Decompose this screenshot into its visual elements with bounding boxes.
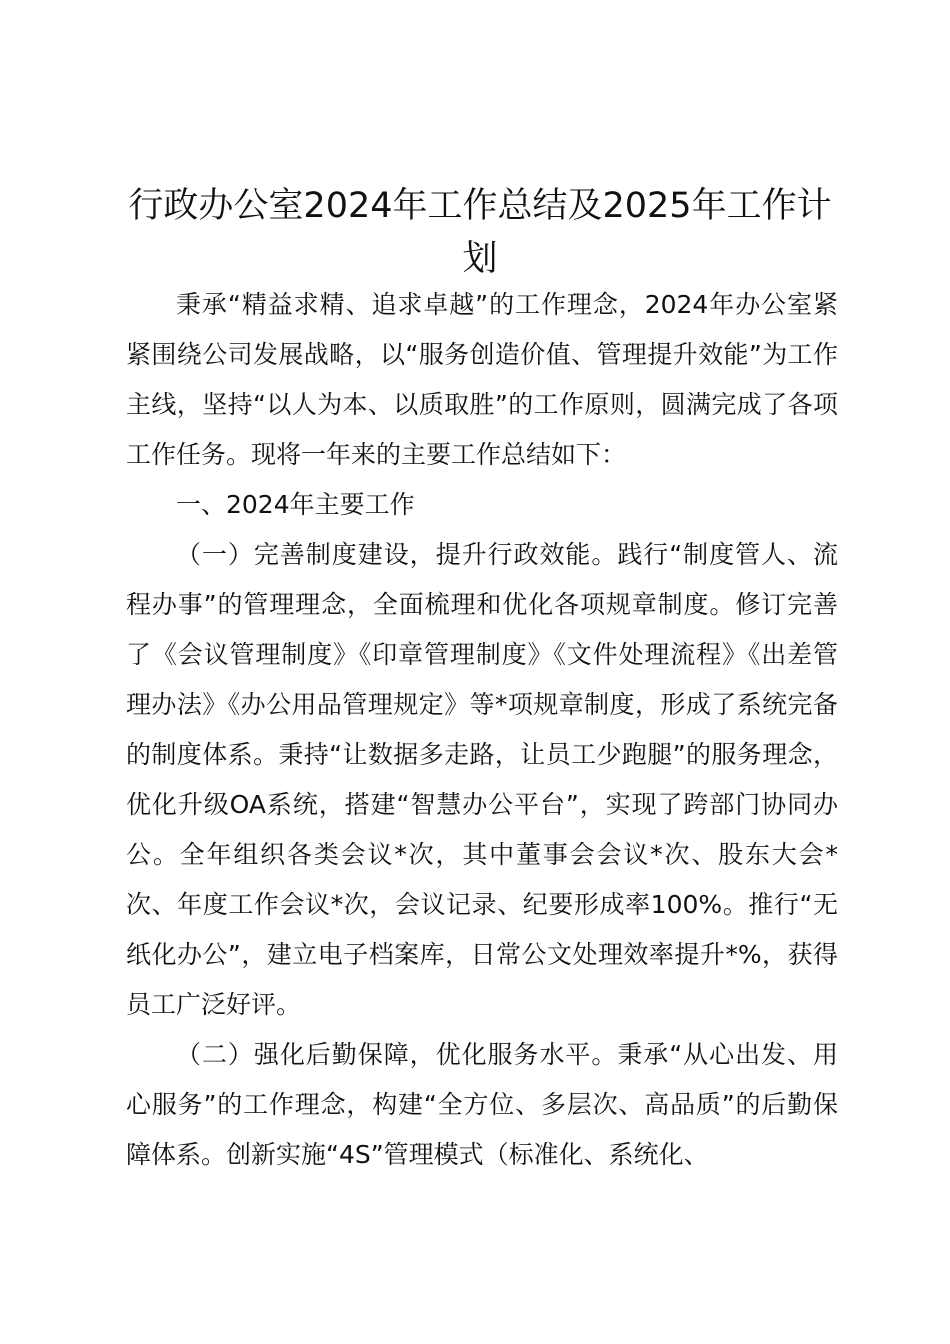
document-body <box>126 280 838 1180</box>
section-heading: 一、2024年主要工作 <box>176 490 415 519</box>
section-paragraph-1: （一）完善制度建设，提升行政效能。践行“制度管人、流程办事”的管理理念，全面梳理和优化各项规章制度。修订完善了《会议管理制度》《印章管理制度》《文件处理流程》《出差管理办法》《办公用品管理规定》等*项规章制度，形成了系统完备的制度体系。秉持“让数据多走路，让员工少跑腿”的服务理念，优化升级OA系统，搭建“智慧办公平台”，实现了跨部门协同办公。全年组织各类会议*次，其中董事会会议*次、股东大会*次、年度工作会议*次，会议记录、纪要形成率100%。推行“无纸化办公”，建立电子档案库，日常公文处理效率提升*%，获得员工广泛好评。 <box>126 540 838 1019</box>
intro-paragraph: 秉承“精益求精、追求卓越”的工作理念，2024年办公室紧紧围绕公司发展战略，以“服务创造价值、管理提升效能”为工作主线，坚持“以人为本、以质取胜”的工作原则，圆满完成了各项工作任务。现将一年来的主要工作总结如下： <box>126 290 838 469</box>
document-title: 行政办公室2024年工作总结及2025年工作计划 <box>128 186 832 279</box>
section-paragraph-2: （二）强化后勤保障，优化服务水平。秉承“从心出发、用心服务”的工作理念，构建“全方位、多层次、高品质”的后勤保障体系。创新实施“4S”管理模式（标准化、系统化、 <box>126 1040 838 1169</box>
